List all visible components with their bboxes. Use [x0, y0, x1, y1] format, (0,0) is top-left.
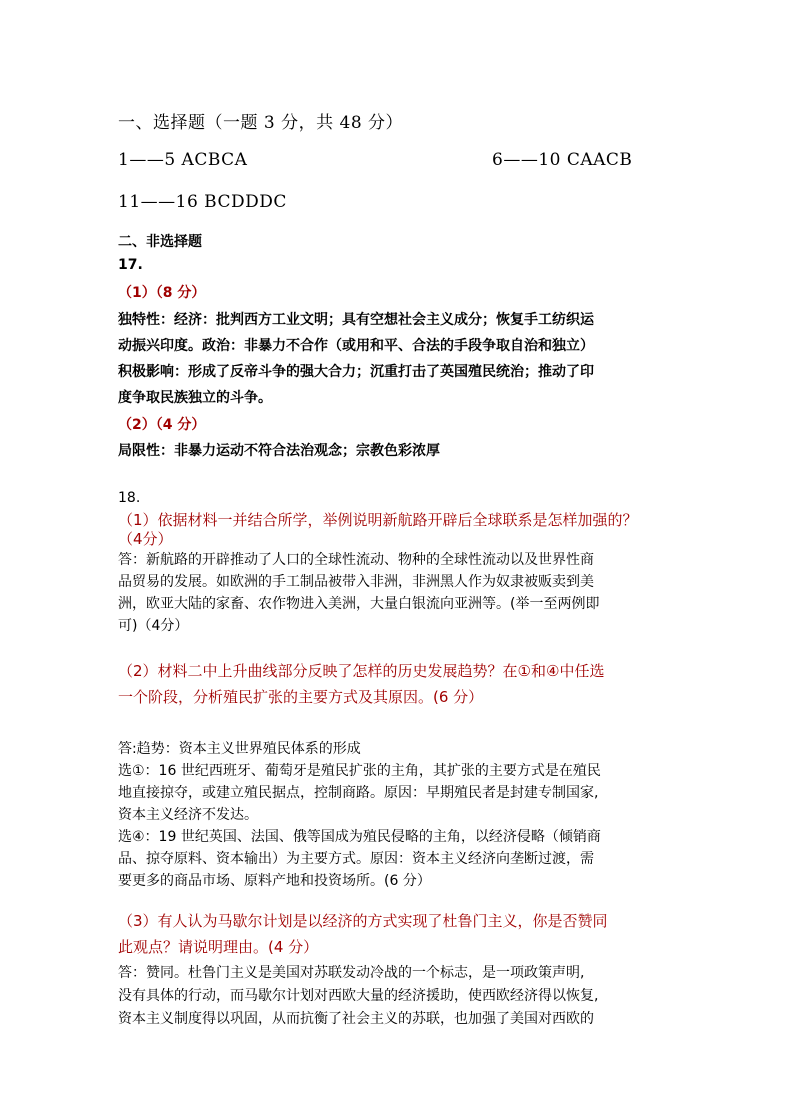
- q18-p2-question: 一个阶段，分析殖民扩张的主要方式及其原因。(6 分）: [118, 688, 484, 706]
- q18-p3-question: 此观点？请说明理由。(4 分）: [118, 938, 319, 956]
- q18-p1-question: （1）依据材料一并结合所学，举例说明新航路开辟后全球联系是怎样加强的？: [118, 511, 638, 529]
- q18-p3-answer: 答：赞同。杜鲁门主义是美国对苏联发动冷战的一个标志，是一项政策声明,: [118, 965, 585, 981]
- q18-p2-answer: 要更多的商品市场、原料产地和投资场所。(6 分）: [118, 873, 431, 889]
- q18-p1-answer: 洲，欧亚大陆的家畜、农作物进入美洲，大量白银流向亚洲等。(举一至两例即: [118, 596, 600, 612]
- q18-p2-answer: 答:趋势：资本主义世界殖民体系的形成: [118, 741, 361, 757]
- q17-part1-line: 积极影响：形成了反帝斗争的强大合力；沉重打击了英国殖民统治；推动了印: [118, 364, 594, 380]
- q17-part1-label: （1）（8 分）: [118, 285, 206, 301]
- q18-p1-answer: 答：新航路的开辟推动了人口的全球性流动、物种的全球性流动以及世界性商: [118, 552, 594, 568]
- q17-part1-line: 动振兴印度。政治：非暴力不合作（或用和平、合法的手段争取自治和独立）: [118, 338, 594, 354]
- q17-number: 17.: [118, 257, 143, 273]
- q17-part1-line: 度争取民族独立的斗争。: [118, 390, 272, 406]
- q18-p3-answer: 资本主义制度得以巩固，从而抗衡了社会主义的苏联，也加强了美国对西欧的: [118, 1011, 594, 1027]
- q18-p2-answer: 地直接掠夺，或建立殖民据点，控制商路。原因：早期殖民者是封建专制国家,: [118, 785, 599, 801]
- q18-p2-answer: 选④：19 世纪英国、法国、俄等国成为殖民侵略的主角，以经济侵略（倾销商: [118, 829, 601, 845]
- q18-p3-question: （3）有人认为马歇尔计划是以经济的方式实现了杜鲁门主义，你是否赞同: [118, 912, 608, 930]
- q18-p2-question: （2）材料二中上升曲线部分反映了怎样的历史发展趋势？在①和④中任选: [118, 662, 605, 680]
- answers-11-16: 11——16 BCDDDC: [118, 192, 287, 212]
- q17-part1-line: 独特性：经济：批判西方工业文明；具有空想社会主义成分；恢复手工纺织运: [118, 312, 594, 328]
- answers-1-5: 1——5 ACBCA: [118, 150, 248, 170]
- answers-6-10: 6——10 CAACB: [492, 150, 633, 170]
- q18-p2-answer: 品、掠夺原料、资本输出）为主要方式。原因：资本主义经济向垄断过渡，需: [118, 851, 594, 867]
- section1-title: 一、选择题（一题 3 分，共 48 分）: [118, 113, 404, 133]
- q18-p1-answer: 品贸易的发展。如欧洲的手工制品被带入非洲，非洲黑人作为奴隶被贩卖到美: [118, 574, 594, 590]
- q18-number: 18.: [118, 490, 141, 506]
- q17-part2-line: 局限性：非暴力运动不符合法治观念；宗教色彩浓厚: [118, 443, 440, 459]
- q17-part2-label: （2）（4 分）: [118, 417, 206, 433]
- q18-p1-answer: 可)（4分）: [118, 618, 189, 634]
- q18-p2-answer: 选①：16 世纪西班牙、葡萄牙是殖民扩张的主角，其扩张的主要方式是在殖民: [118, 763, 601, 779]
- section2-title: 二、非选择题: [118, 234, 202, 250]
- q18-p3-answer: 没有具体的行动，而马歇尔计划对西欧大量的经济援助，使西欧经济得以恢复,: [118, 988, 599, 1004]
- q18-p2-answer: 资本主义经济不发达。: [118, 807, 258, 823]
- q18-p1-question: （4分）: [118, 530, 173, 548]
